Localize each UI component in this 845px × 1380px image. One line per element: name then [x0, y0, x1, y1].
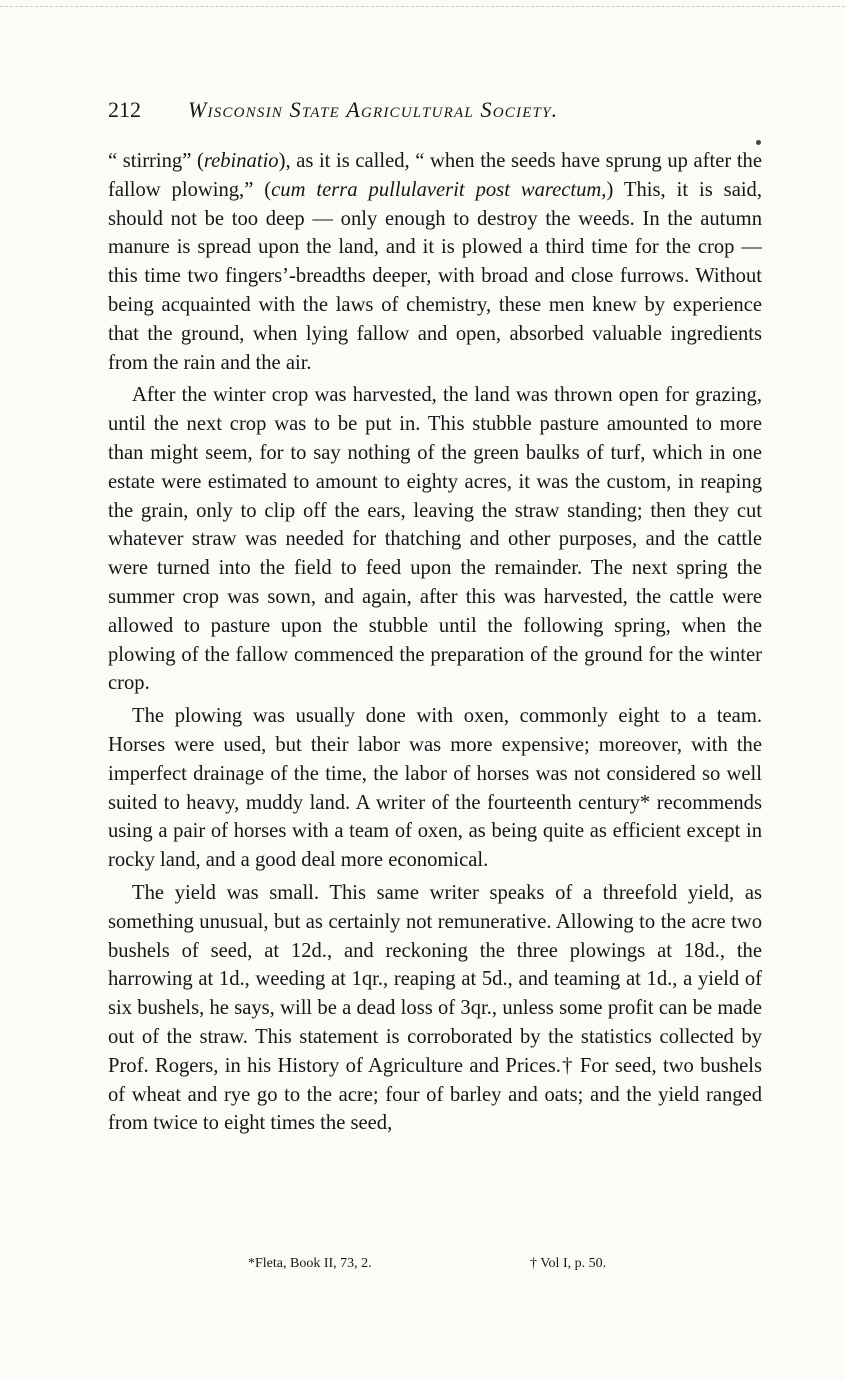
paragraph-2: After the winter crop was harvested, the land was thrown open for grazing, until the next crop was to be put in. This stubble pasture amounted to more than might seem, for to say nothing of the green baulks of turf, which in one estate were estimated to amount to eighty acres, it was the custom, in reaping the grain, only to clip off the ears, leaving the straw standing; then they cut whatever straw was needed for thatching and other purposes, and the cattle were turned into the field to feed upon the remainder. The next spring the summer crop was sown, and again, after this was harvested, the cattle were allowed to pasture upon the stubble until the following spring, when the plowing of the fallow commenced the preparation of the ground for the winter crop.	[108, 384, 762, 695]
p1-text-b: ), as it is called, “ when the seeds have sprung up after the fallow plowing,” (	[108, 150, 762, 201]
running-head	[108, 95, 768, 125]
p1-latin-quote: cum terra pullulaverit post warectum,	[271, 178, 607, 201]
paragraph-3: The plowing was usually done with oxen, commonly eight to a team. Horses were used, but their labor was more expensive; moreover, with the imperfect drainage of the time, the labor of horses was not considered so well suited to heavy, muddy land. A writer of the fourteenth century* recommends using a pair of horses with a team of oxen, as being quite as efficient except in rocky land, and a good deal more economical.	[108, 705, 762, 872]
footnote-vol: † Vol I, p. 50.	[530, 1256, 607, 1271]
body-text	[108, 147, 762, 1142]
top-edge-rule	[0, 6, 845, 7]
footnotes	[108, 1253, 762, 1275]
paragraph-1	[108, 147, 762, 377]
p1-latin-rebinatio: rebinatio	[203, 150, 279, 172]
paragraph-4: The yield was small. This same writer speaks of a threefold yield, as something unusual, but as certainly not remunerative. Allowing to the acre two bushels of seed, at 12d., and reckoning the three plowings at 18d., the harrowing at 1d., weeding at 1qr., reaping at 5d., and teaming at 1d., a yield of six bushels, he says, will be a dead loss of 3qr., unless some profit can be made out of the straw. This statement is corroborated by the statistics collected by Prof. Rogers, in his History of Agriculture and Prices.† For seed, two bushels of wheat and rye go to the acre; four of barley and oats; and the yield ranged from twice to eight times the seed,	[108, 881, 762, 1135]
p1-text-a: “ stirring” (	[108, 150, 204, 172]
p1-text-c: ) This, it is said, should not be too deep — only enough to destroy the weeds. In the autumn manure is spread upon the land, and it is plowed a third time for the crop — this time two fingers’-breadths deeper, with broad and close furrows. Without being acquainted with the laws of chemistry, these men knew by experience that the ground, when lying fallow and open, absorbed valuable ingredients from the rain and the air.	[108, 178, 762, 374]
running-title: Wisconsin State Agricultural Society.	[188, 97, 559, 122]
footnote-fleta: *Fleta, Book II, 73, 2.	[248, 1256, 372, 1271]
page-number: 212	[108, 97, 141, 122]
ink-dot-mark	[756, 140, 761, 145]
